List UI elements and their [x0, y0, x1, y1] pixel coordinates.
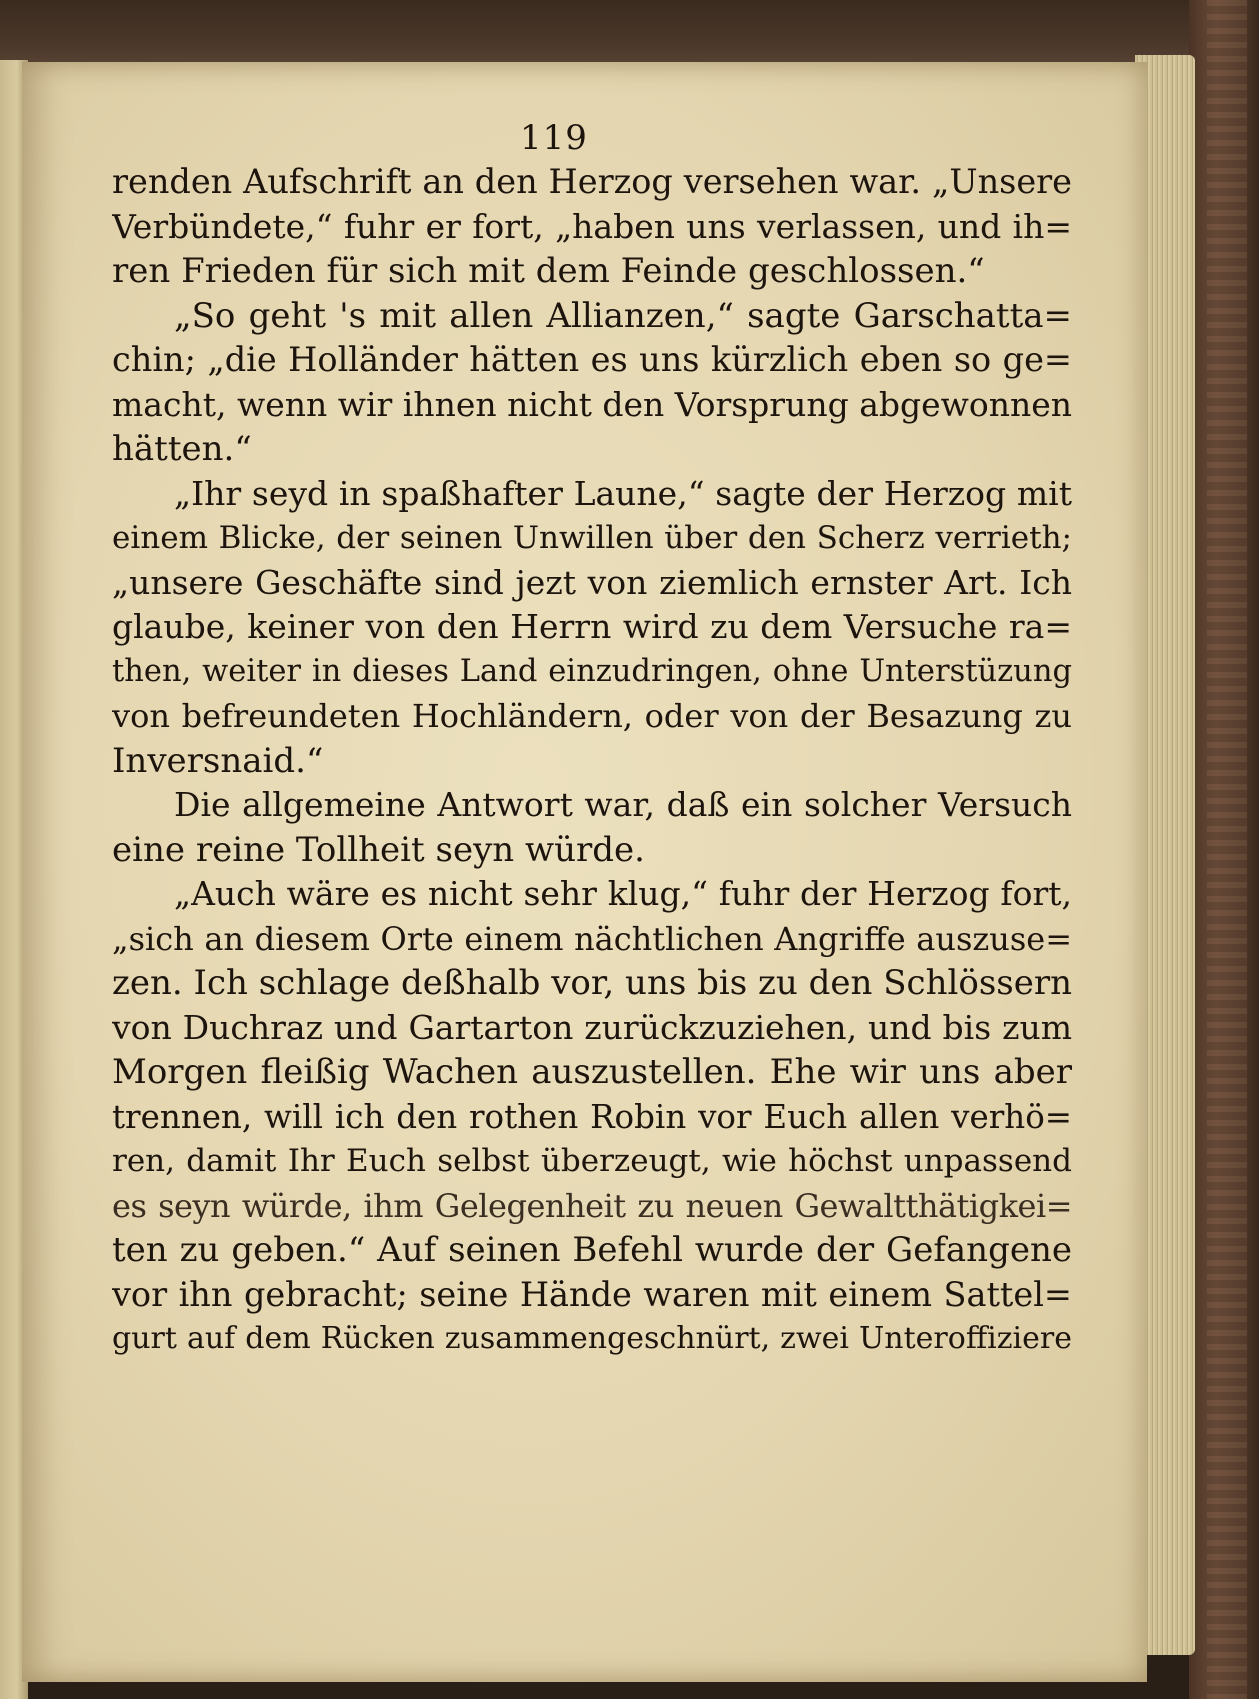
- text-line: hätten.“: [112, 429, 252, 469]
- text-line: trennen, will ich den rothen Robin vor Euch allen verhö=: [112, 1097, 1072, 1136]
- text-line: „Ihr seyd in spaßhafter Laune,“ sagte der Herzog mit: [174, 473, 1072, 513]
- text-line: macht, wenn wir ihnen nicht den Vorsprung abgewonnen: [112, 384, 1072, 424]
- book-cover-right-edge: [1189, 0, 1259, 1699]
- text-line: „sich an diesem Orte einem nächtlichen Angriffe auszuse=: [112, 919, 1072, 958]
- text-line: renden Aufschrift an den Herzog versehen war. „Unsere: [112, 162, 1072, 201]
- text-line: vor ihn gebracht; seine Hände waren mit einem Sattel=: [112, 1274, 1072, 1314]
- text-line: ren, damit Ihr Euch selbst überzeugt, wie höchst unpassend: [112, 1143, 1072, 1179]
- text-line: zen. Ich schlage deßhalb vor, uns bis zu den Schlössern: [112, 963, 1072, 1003]
- text-line: Verbündete,“ fuhr er fort, „haben uns verlassen, und ih=: [112, 206, 1072, 246]
- text-line: ren Frieden für sich mit dem Feinde geschlossen.“: [112, 251, 985, 291]
- text-line: es seyn würde, ihm Gelegenheit zu neuen Gewaltthätigkei=: [112, 1186, 1072, 1225]
- text-line: Morgen fleißig Wachen auszustellen. Ehe wir uns aber: [112, 1052, 1072, 1092]
- page-text: [112, 160, 1072, 1362]
- text-line: glaube, keiner von den Herrn wird zu dem Versuche ra=: [112, 607, 1072, 646]
- text-line: eine reine Tollheit seyn würde.: [112, 829, 645, 870]
- text-line: „So geht 's mit allen Allianzen,“ sagte Garschatta=: [174, 295, 1072, 336]
- text-line: von Duchraz und Gartarton zurückzuziehen, und bis zum: [112, 1007, 1072, 1047]
- text-line: von befreundeten Hochländern, oder von der Besazung zu: [112, 697, 1072, 735]
- text-line: ten zu geben.“ Auf seinen Befehl wurde der Gefangene: [112, 1230, 1072, 1270]
- text-line: Inversnaid.“: [112, 740, 324, 781]
- text-line: then, weiter in dieses Land einzudringen, ohne Unterstüzung: [112, 653, 1072, 689]
- book-cover-top-edge: [0, 0, 1259, 70]
- text-line: einem Blicke, der seinen Unwillen über den Scherz verrieth;: [112, 520, 1072, 556]
- text-line: Die allgemeine Antwort war, daß ein solcher Versuch: [174, 785, 1072, 824]
- text-line: „unsere Geschäfte sind jezt von ziemlich ernster Art. Ich: [112, 562, 1072, 602]
- text-line: chin; „die Holländer hätten es uns kürzlich eben so ge=: [112, 340, 1072, 379]
- text-line: „Auch wäre es nicht sehr klug,“ fuhr der Herzog fort,: [174, 874, 1072, 913]
- text-line: gurt auf dem Rücken zusammengeschnürt, zwei Unteroffiziere: [112, 1321, 1072, 1356]
- page-number: 119: [520, 118, 588, 158]
